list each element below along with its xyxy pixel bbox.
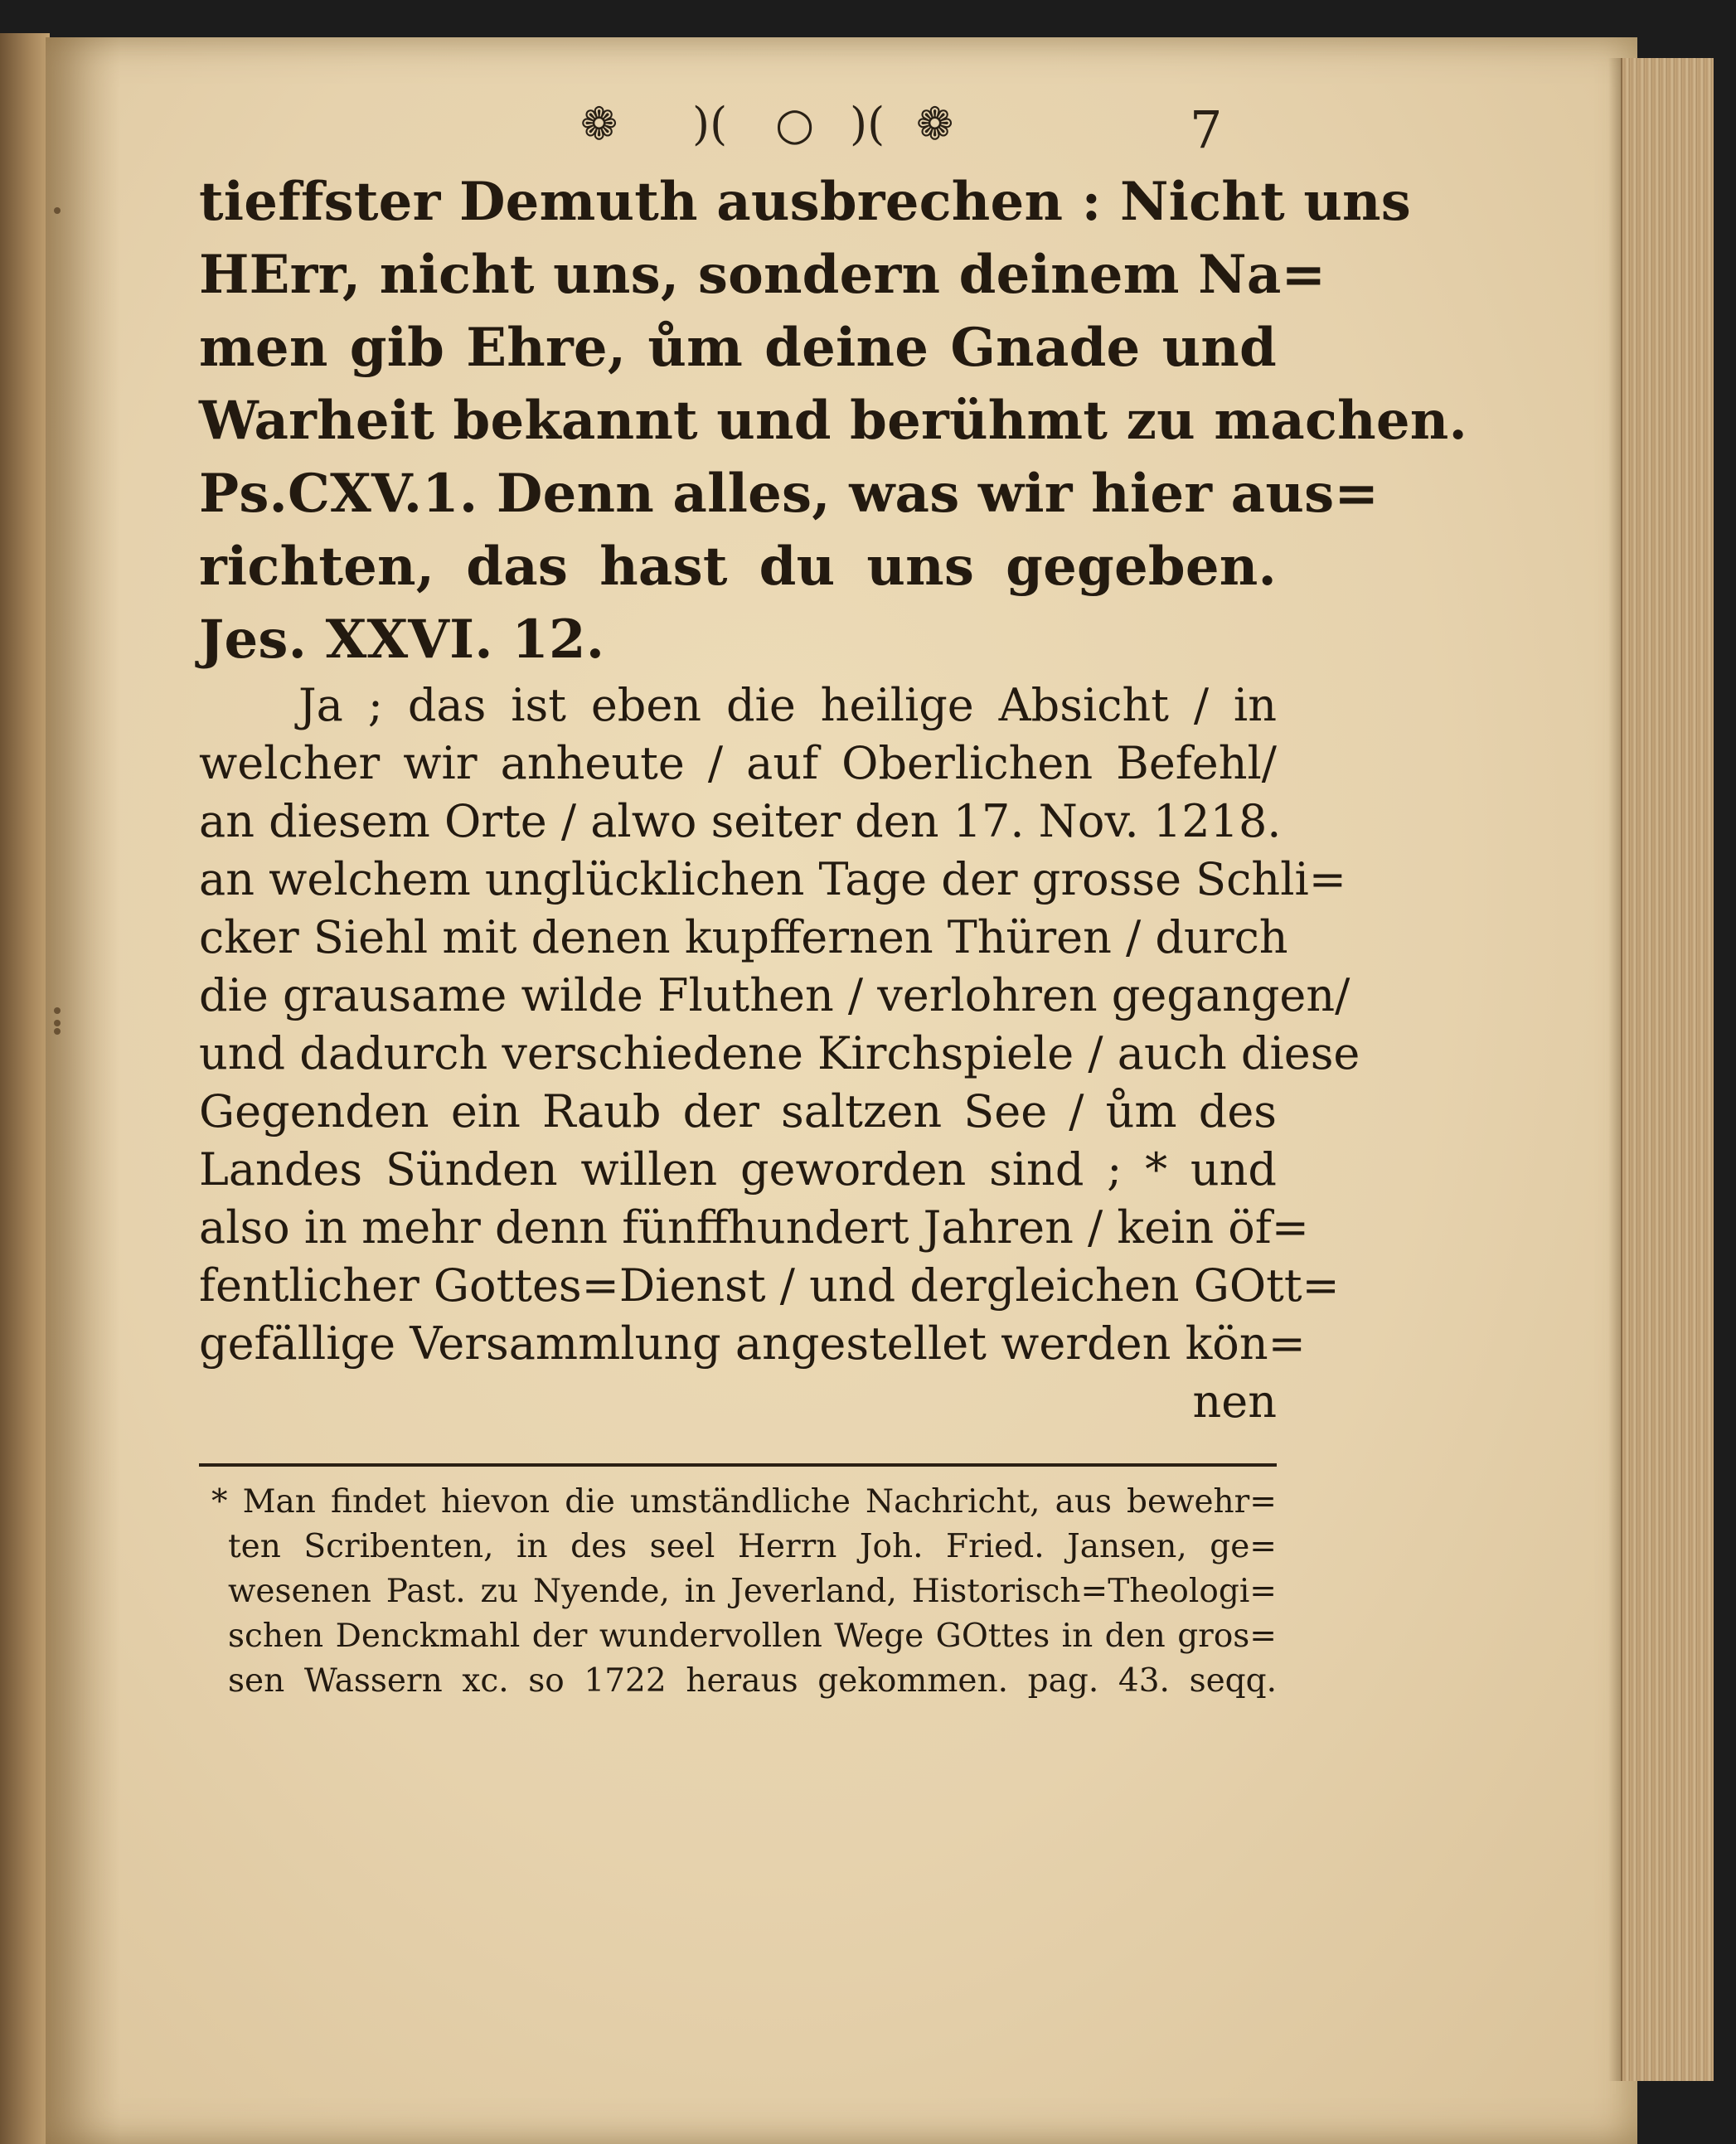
footnote-line: schen Denckmahl der wundervollen Wege GOttes in den gros= xyxy=(228,1618,1277,1655)
binding-stitch xyxy=(54,1020,61,1026)
body-line: tieffster Demuth ausbrechen : Nicht uns xyxy=(199,171,1412,233)
body-line: Landes Sünden willen geworden sind ; * und xyxy=(199,1143,1277,1196)
flower-ornament-icon: ❁ xyxy=(580,98,618,150)
body-line: an diesem Orte / alwo seiter den 17. Nov. 1218. xyxy=(199,795,1282,847)
body-line: Warheit bekannt und berühmt zu machen. xyxy=(199,390,1467,452)
flower-ornament-icon: ❁ xyxy=(916,98,954,150)
bracket-ornament-icon: )( xyxy=(850,98,885,150)
body-line: richten, das hast du uns gegeben. xyxy=(199,536,1277,598)
body-line: men gib Ehre, ům deine Gnade und xyxy=(199,317,1277,379)
binding-stitch xyxy=(54,1007,61,1014)
body-line: gefällige Versammlung angestellet werden kön= xyxy=(199,1317,1306,1370)
body-line: an welchem unglücklichen Tage der grosse Schli= xyxy=(199,853,1346,905)
footnote-line: wesenen Past. zu Nyende, in Jeverland, Historisch=Theologi= xyxy=(228,1573,1277,1610)
footnote-line: ten Scribenten, in des seel Herrn Joh. Fried. Jansen, ge= xyxy=(228,1528,1277,1565)
body-text xyxy=(199,166,1467,1431)
body-line: Gegenden ein Raub der saltzen See / ům des xyxy=(199,1085,1277,1137)
body-line: Ps.CXV.1. Denn alles, was wir hier aus= xyxy=(199,463,1380,525)
footnote-line: sen Wassern xc. so 1722 heraus gekommen. pag. 43. seqq. xyxy=(228,1662,1277,1700)
bracket-ornament-icon: )( xyxy=(692,98,728,150)
footnote xyxy=(211,1480,1277,1704)
body-line: Jes. XXVI. 12. xyxy=(199,609,605,671)
body-line: welcher wir anheute / auf Oberlichen Befehl/ xyxy=(199,737,1277,789)
page-stack-edges xyxy=(1621,58,1714,2081)
circle-ornament-icon: ○ xyxy=(775,98,815,150)
body-line: cker Siehl mit denen kupffernen Thüren / durch xyxy=(199,911,1288,963)
body-line: und dadurch verschiedene Kirchspiele / auch diese xyxy=(199,1027,1360,1079)
body-line: also in mehr denn fünffhundert Jahren / kein öf= xyxy=(199,1201,1310,1254)
body-line: fentlicher Gottes=Dienst / und dergleichen GOtt= xyxy=(199,1259,1340,1312)
catchword: nen xyxy=(1192,1375,1277,1428)
footnote-rule xyxy=(199,1463,1277,1467)
body-line: Ja ; das ist eben die heilige Absicht / in xyxy=(298,679,1277,731)
footnote-line: * Man findet hievon die umständliche Nachricht, aus bewehr= xyxy=(211,1483,1277,1521)
binding-stitch xyxy=(54,1028,61,1035)
facing-page-edge xyxy=(0,33,50,2144)
body-line: die grausame wilde Fluthen / verlohren gegangen/ xyxy=(199,969,1350,1021)
body-line: HErr, nicht uns, sondern deinem Na= xyxy=(199,244,1326,306)
gutter-shadow xyxy=(46,37,120,2144)
page-number: 7 xyxy=(1190,99,1223,160)
binding-stitch xyxy=(54,207,61,214)
